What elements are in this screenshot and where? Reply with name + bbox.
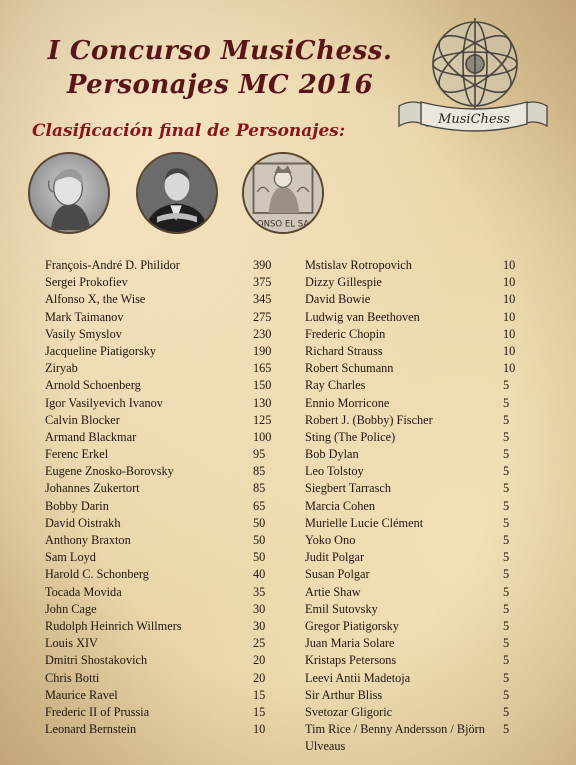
character-name: Mstislav Rotropovich [305, 258, 412, 272]
ranking-row [45, 463, 275, 480]
character-name: Eugene Znosko-Borovsky [45, 464, 174, 479]
ranking-row [45, 343, 275, 360]
character-name: Sir Arthur Bliss [305, 687, 383, 702]
character-name: Gregor Piatigorsky [305, 618, 399, 633]
ranking-row [45, 395, 275, 412]
character-name: Robert J. (Bobby) Fischer [305, 412, 433, 427]
character-name: François-André D. Philidor [45, 258, 180, 272]
character-score: 5 [503, 464, 510, 479]
character-name: Ray Charles [305, 378, 366, 393]
character-name: Alfonso X, the Wise [45, 292, 146, 307]
emblem-banner-text: MusiChess [438, 112, 510, 127]
character-name: Tim Rice / Benny Andersson / Björn Ulveaus [305, 722, 485, 754]
character-score: 30 [253, 618, 266, 633]
character-score: 5 [503, 447, 510, 462]
ranking-row [45, 309, 275, 326]
character-score: 5 [503, 618, 510, 633]
ranking-row [45, 326, 275, 343]
character-score: 15 [253, 687, 266, 702]
ranking-row [305, 309, 520, 326]
character-name: Emil Sutovsky [305, 601, 378, 616]
ranking-row [45, 446, 275, 463]
character-score: 10 [503, 326, 516, 341]
character-name: Robert Schumann [305, 361, 394, 376]
ranking-row [45, 618, 275, 635]
character-name: Maurice Ravel [45, 687, 118, 702]
character-name: Ferenc Erkel [45, 447, 109, 462]
character-name: Mark Taimanov [45, 309, 124, 324]
character-name: Anthony Braxton [45, 533, 131, 547]
section-subtitle: Clasificación final de Personajes: [32, 121, 346, 141]
character-score: 10 [503, 343, 516, 358]
character-score: 390 [253, 258, 272, 272]
ranking-row [305, 257, 520, 274]
character-score: 165 [253, 361, 272, 376]
character-name: Yoko Ono [305, 533, 356, 547]
character-score: 5 [503, 429, 510, 444]
ranking-row [305, 687, 520, 704]
ranking-row [45, 377, 275, 394]
character-score: 95 [253, 447, 266, 462]
character-score: 25 [253, 636, 266, 651]
character-name: David Oistrakh [45, 515, 121, 530]
character-score: 5 [503, 704, 510, 719]
ranking-row [305, 515, 520, 532]
character-score: 20 [253, 670, 266, 685]
title-line-2: Personajes MC 2016 [66, 70, 374, 100]
character-score: 5 [503, 412, 510, 427]
ranking-column-left [45, 257, 275, 738]
ranking-row [305, 566, 520, 583]
character-score: 345 [253, 292, 272, 307]
ranking-row [45, 480, 275, 497]
character-name: Dizzy Gillespie [305, 275, 382, 290]
character-score: 5 [503, 601, 510, 616]
character-name: Artie Shaw [305, 584, 361, 599]
ranking-row [305, 721, 520, 755]
ranking-row [305, 395, 520, 412]
ranking-row [45, 584, 275, 601]
character-name: Marcia Cohen [305, 498, 375, 513]
portrait-engraving-icon [28, 152, 110, 234]
character-score: 150 [253, 378, 272, 393]
character-name: Murielle Lucie Clément [305, 515, 424, 530]
ranking-row [305, 446, 520, 463]
character-score: 10 [503, 258, 516, 272]
ranking-row [45, 635, 275, 652]
character-name: Rudolph Heinrich Willmers [45, 618, 182, 633]
ranking-row [45, 704, 275, 721]
character-name: Vasily Smyslov [45, 326, 122, 341]
character-name: David Bowie [305, 292, 371, 307]
ranking-row [45, 498, 275, 515]
ranking-row [305, 652, 520, 669]
character-name: Arnold Schoenberg [45, 378, 141, 393]
ranking-row [305, 498, 520, 515]
character-name: Ludwig van Beethoven [305, 309, 420, 324]
ranking-row [305, 704, 520, 721]
ranking-row [305, 291, 520, 308]
character-score: 50 [253, 550, 266, 565]
character-score: 125 [253, 412, 272, 427]
character-score: 15 [253, 704, 266, 719]
ranking-row [305, 343, 520, 360]
ranking-row [305, 618, 520, 635]
character-score: 190 [253, 343, 272, 358]
character-name: Frederic II of Prussia [45, 704, 150, 719]
portrait-photo-icon [136, 152, 218, 234]
character-score: 5 [503, 378, 510, 393]
ranking-row [305, 377, 520, 394]
character-score: 5 [503, 515, 510, 530]
character-score: 35 [253, 584, 266, 599]
ranking-row [45, 566, 275, 583]
character-score: 5 [503, 498, 510, 513]
character-score: 10 [253, 722, 266, 737]
character-score: 40 [253, 567, 266, 582]
character-score: 5 [503, 722, 510, 737]
character-name: Calvin Blocker [45, 412, 120, 427]
ranking-row [305, 670, 520, 687]
character-name: Jacqueline Piatigorsky [45, 343, 156, 358]
character-score: 5 [503, 584, 510, 599]
character-score: 10 [503, 309, 516, 324]
ranking-row [305, 463, 520, 480]
ranking-row [45, 360, 275, 377]
ranking-row [45, 721, 275, 738]
character-score: 130 [253, 395, 272, 410]
character-name: Ziryab [45, 361, 78, 376]
portrait-caption: ONSO EL SA [256, 219, 310, 230]
ranking-row [305, 480, 520, 497]
character-name: Ennio Morricone [305, 395, 390, 410]
character-score: 10 [503, 361, 516, 376]
character-name: Dmitri Shostakovich [45, 653, 148, 668]
character-name: Armand Blackmar [45, 429, 137, 444]
ranking-row [305, 601, 520, 618]
character-score: 5 [503, 687, 510, 702]
ranking-row [305, 360, 520, 377]
character-score: 5 [503, 395, 510, 410]
character-name: Leevi Antii Madetoja [305, 670, 411, 685]
character-score: 5 [503, 670, 510, 685]
musichess-emblem-logo [393, 14, 553, 136]
character-score: 5 [503, 550, 510, 565]
character-name: Leonard Bernstein [45, 722, 137, 737]
ranking-row [45, 652, 275, 669]
ranking-row [305, 412, 520, 429]
ranking-row [45, 549, 275, 566]
ranking-row [45, 601, 275, 618]
character-name: John Cage [45, 601, 97, 616]
character-name: Igor Vasilyevich Ivanov [45, 395, 163, 410]
character-name: Johannes Zukertort [45, 481, 140, 496]
character-name: Louis XIV [45, 636, 98, 651]
title-line-1: I Concurso MusiChess. [47, 36, 393, 66]
ranking-row [45, 515, 275, 532]
character-name: Juan Maria Solare [305, 636, 395, 651]
character-score: 100 [253, 429, 272, 444]
character-name: Harold C. Schonberg [45, 567, 149, 582]
character-name: Sergei Prokofiev [45, 275, 128, 290]
ranking-row [45, 257, 275, 274]
ranking-row [305, 326, 520, 343]
ranking-row [45, 274, 275, 291]
character-name: Bobby Darin [45, 498, 109, 513]
ranking-row [45, 532, 275, 549]
character-name: Siegbert Tarrasch [305, 481, 391, 496]
character-score: 10 [503, 292, 516, 307]
page-title [45, 34, 395, 102]
character-score: 50 [253, 533, 266, 547]
ranking-row [305, 635, 520, 652]
character-score: 20 [253, 653, 266, 668]
portrait-manuscript-icon [242, 152, 324, 234]
character-name: Tocada Movida [45, 584, 122, 599]
ranking-row [45, 412, 275, 429]
character-name: Susan Polgar [305, 567, 370, 582]
ranking-row [45, 687, 275, 704]
ranking-row [305, 549, 520, 566]
ranking-row [305, 429, 520, 446]
character-score: 85 [253, 464, 266, 479]
character-name: Richard Strauss [305, 343, 383, 358]
character-score: 5 [503, 653, 510, 668]
character-score: 85 [253, 481, 266, 496]
character-name: Kristaps Petersons [305, 653, 397, 668]
ranking-row [45, 291, 275, 308]
character-name: Frederic Chopin [305, 326, 386, 341]
ranking-column-right [305, 257, 520, 755]
character-name: Judit Polgar [305, 550, 365, 565]
character-score: 230 [253, 326, 272, 341]
character-score: 50 [253, 515, 266, 530]
character-name: Sting (The Police) [305, 429, 396, 444]
ranking-row [305, 584, 520, 601]
character-score: 375 [253, 275, 272, 290]
character-score: 5 [503, 567, 510, 582]
character-score: 65 [253, 498, 266, 513]
character-score: 5 [503, 481, 510, 496]
ranking-row [45, 670, 275, 687]
ranking-row [305, 532, 520, 549]
character-name: Sam Loyd [45, 550, 96, 565]
character-score: 5 [503, 533, 510, 547]
character-name: Svetozar Gligoric [305, 704, 393, 719]
character-score: 10 [503, 275, 516, 290]
ranking-row [45, 429, 275, 446]
character-name: Bob Dylan [305, 447, 359, 462]
character-score: 275 [253, 309, 272, 324]
character-score: 30 [253, 601, 266, 616]
character-name: Chris Botti [45, 670, 100, 685]
ranking-row [305, 274, 520, 291]
character-name: Leo Tolstoy [305, 464, 364, 479]
character-score: 5 [503, 636, 510, 651]
